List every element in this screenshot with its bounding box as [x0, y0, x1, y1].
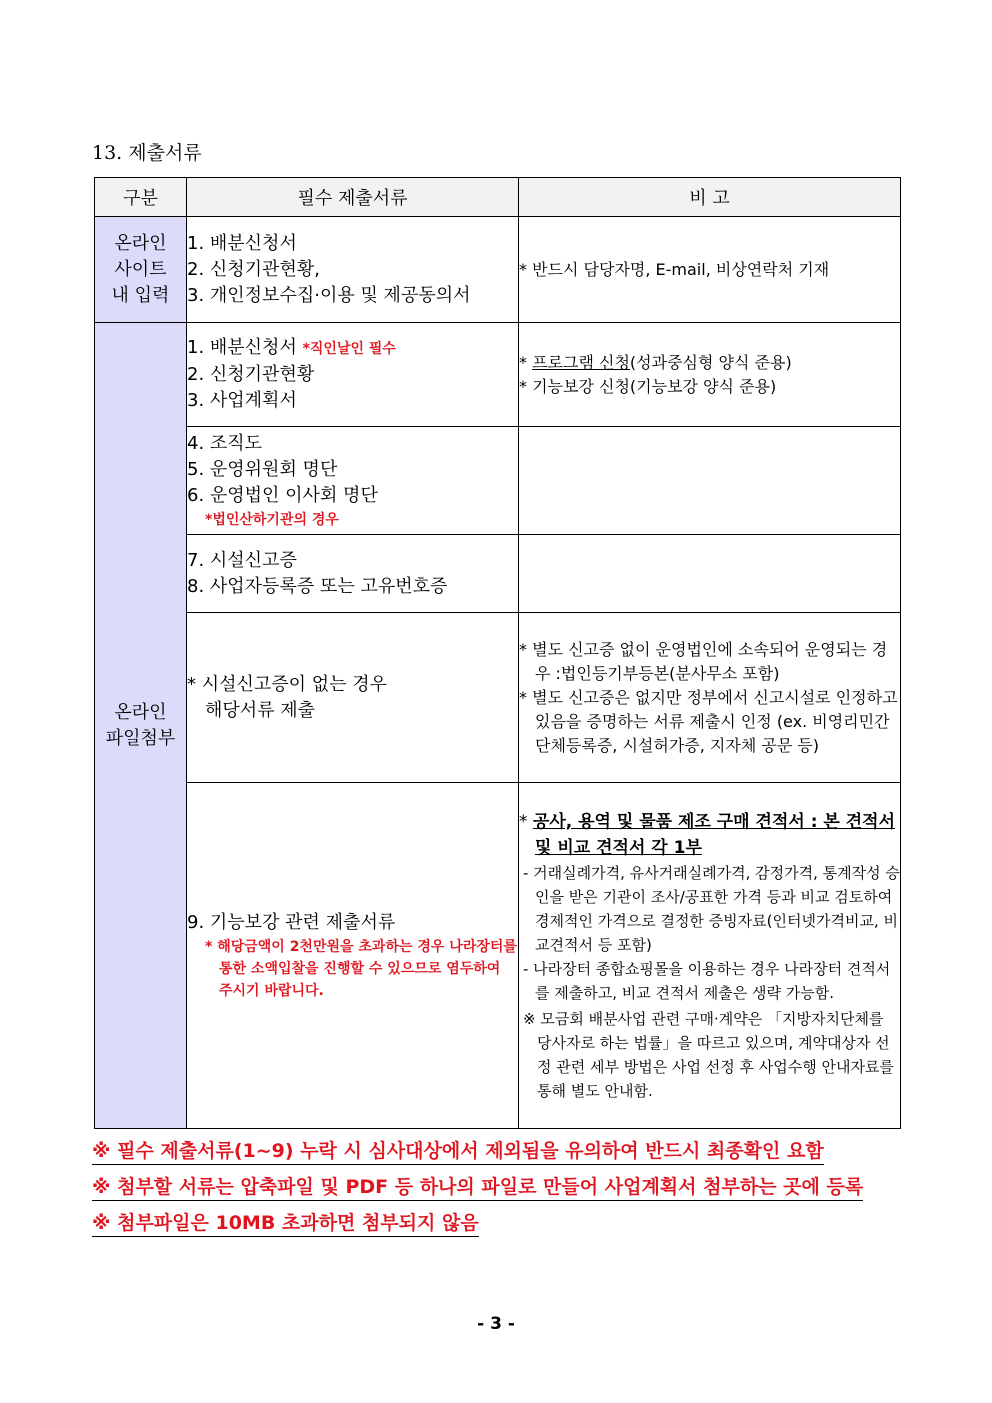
table-header-row — [95, 178, 901, 217]
doc-item: 2. 신청기관현황 — [187, 364, 315, 385]
header-remarks: 비 고 — [519, 178, 901, 217]
doc-item: 3. 사업계획서 — [187, 390, 297, 411]
attach-note-5: * 공사, 용역 및 물품 제조 구매 견적서 : 본 견적서 및 비교 견적서 각 1부 - 거래실례가격, 유사거래실례가격, 감정가격, 통계작성 승인을 받은 기관이 조사/공표한 가격 등과 비교 검토하여 경제적인 가격으로 결정한 증빙자료(인터넷가격비교, 비교견적서 등 포함) - 나라장터 종합쇼핑몰을 이용하는 경우 나라장터 견적서를 제출하고, 비교 견적서 제출은 생략 가능함. ※ 모금회 배분사업 관련 구매·계약은 「지방자치단체를 당사자로 하는 법률」을 따르고 있으며, 계약대상자 선정 관련 세부 방법은 사업 선정 후 사업수행 안내자료를 통해 별도 안내함. — [519, 783, 901, 1129]
online-input-docs — [187, 217, 519, 323]
doc-item: 7. 시설신고증 — [187, 549, 297, 571]
category-online-input: 온라인 사이트 내 입력 — [95, 217, 187, 323]
notice-list — [92, 1138, 863, 1246]
doc-item: 3. 개인정보수집·이용 및 제공동의서 — [187, 284, 471, 306]
category-online-attach: 온라인 파일첨부 — [95, 323, 187, 1129]
doc-item: 9. 기능보강 관련 제출서류 — [187, 911, 396, 933]
quotation-requirement: 공사, 용역 및 물품 제조 구매 견적서 : 본 견적서 및 비교 견적서 각 1부 — [532, 811, 896, 858]
stamp-required-note: *직인날인 필수 — [302, 341, 396, 357]
corporate-affiliate-note: *법인산하기관의 경우 — [205, 511, 339, 528]
header-category: 구분 — [95, 178, 187, 217]
small-bid-notice: * 해당금액이 2천만원을 초과하는 경우 나라장터를 통한 소액입찰을 진행할 수 있으므로 염두하여 주시기 바랍니다. — [205, 938, 517, 999]
attach-note-3 — [519, 535, 901, 613]
doc-item: 6. 운영법인 이사회 명단 — [187, 484, 378, 506]
attach-docs-1 — [187, 323, 519, 427]
notice-single-file: ※ 첨부할 서류는 압축파일 및 PDF 등 하나의 파일로 만들어 사업계획서 첨부하는 곳에 등록 — [92, 1174, 863, 1201]
online-input-note: * 반드시 담당자명, E-mail, 비상연락처 기재 — [519, 217, 901, 323]
doc-item: 5. 운영위원회 명단 — [187, 458, 338, 480]
header-required-docs: 필수 제출서류 — [187, 178, 519, 217]
attach-docs-5 — [187, 783, 519, 1129]
attach-docs-2 — [187, 427, 519, 535]
page-number: - 3 - — [477, 1314, 515, 1334]
doc-item: 1. 배분신청서 — [187, 337, 297, 358]
doc-item: 2. 신청기관현황, — [187, 258, 320, 280]
table-row-online-input — [95, 217, 901, 323]
attach-docs-4: * 시설신고증이 없는 경우 해당서류 제출 — [187, 613, 519, 783]
doc-item: 8. 사업자등록증 또는 고유번호증 — [187, 575, 448, 597]
table-row-attach-1 — [95, 323, 901, 427]
notice-required-docs: ※ 필수 제출서류(1~9) 누락 시 심사대상에서 제외됨을 유의하여 반드시 최종확인 요함 — [92, 1138, 824, 1165]
attach-note-1: * 프로그램 신청(성과중심형 양식 준용) * 기능보강 신청(기능보강 양식 준용) — [519, 323, 901, 427]
section-title: 13. 제출서류 — [92, 142, 202, 164]
doc-item: 4. 조직도 — [187, 432, 263, 454]
table-row-attach-3 — [95, 535, 901, 613]
attach-note-4: * 별도 신고증 없이 운영법인에 소속되어 운영되는 경우 :법인등기부등본(분사무소 포함) * 별도 신고증은 없지만 정부에서 신고시설로 인정하고 있음을 증명하는 서류 제출시 인정 (ex. 비영리민간단체등록증, 시설허가증, 지자체 공문 등) — [519, 613, 901, 783]
notice-file-size: ※ 첨부파일은 10MB 초과하면 첨부되지 않음 — [92, 1210, 479, 1237]
submission-documents-table — [94, 177, 901, 1129]
table-row-attach-2 — [95, 427, 901, 535]
doc-item: 1. 배분신청서 — [187, 232, 297, 254]
attach-note-2 — [519, 427, 901, 535]
table-row-attach-4 — [95, 613, 901, 783]
table-row-attach-5 — [95, 783, 901, 1129]
attach-docs-3 — [187, 535, 519, 613]
